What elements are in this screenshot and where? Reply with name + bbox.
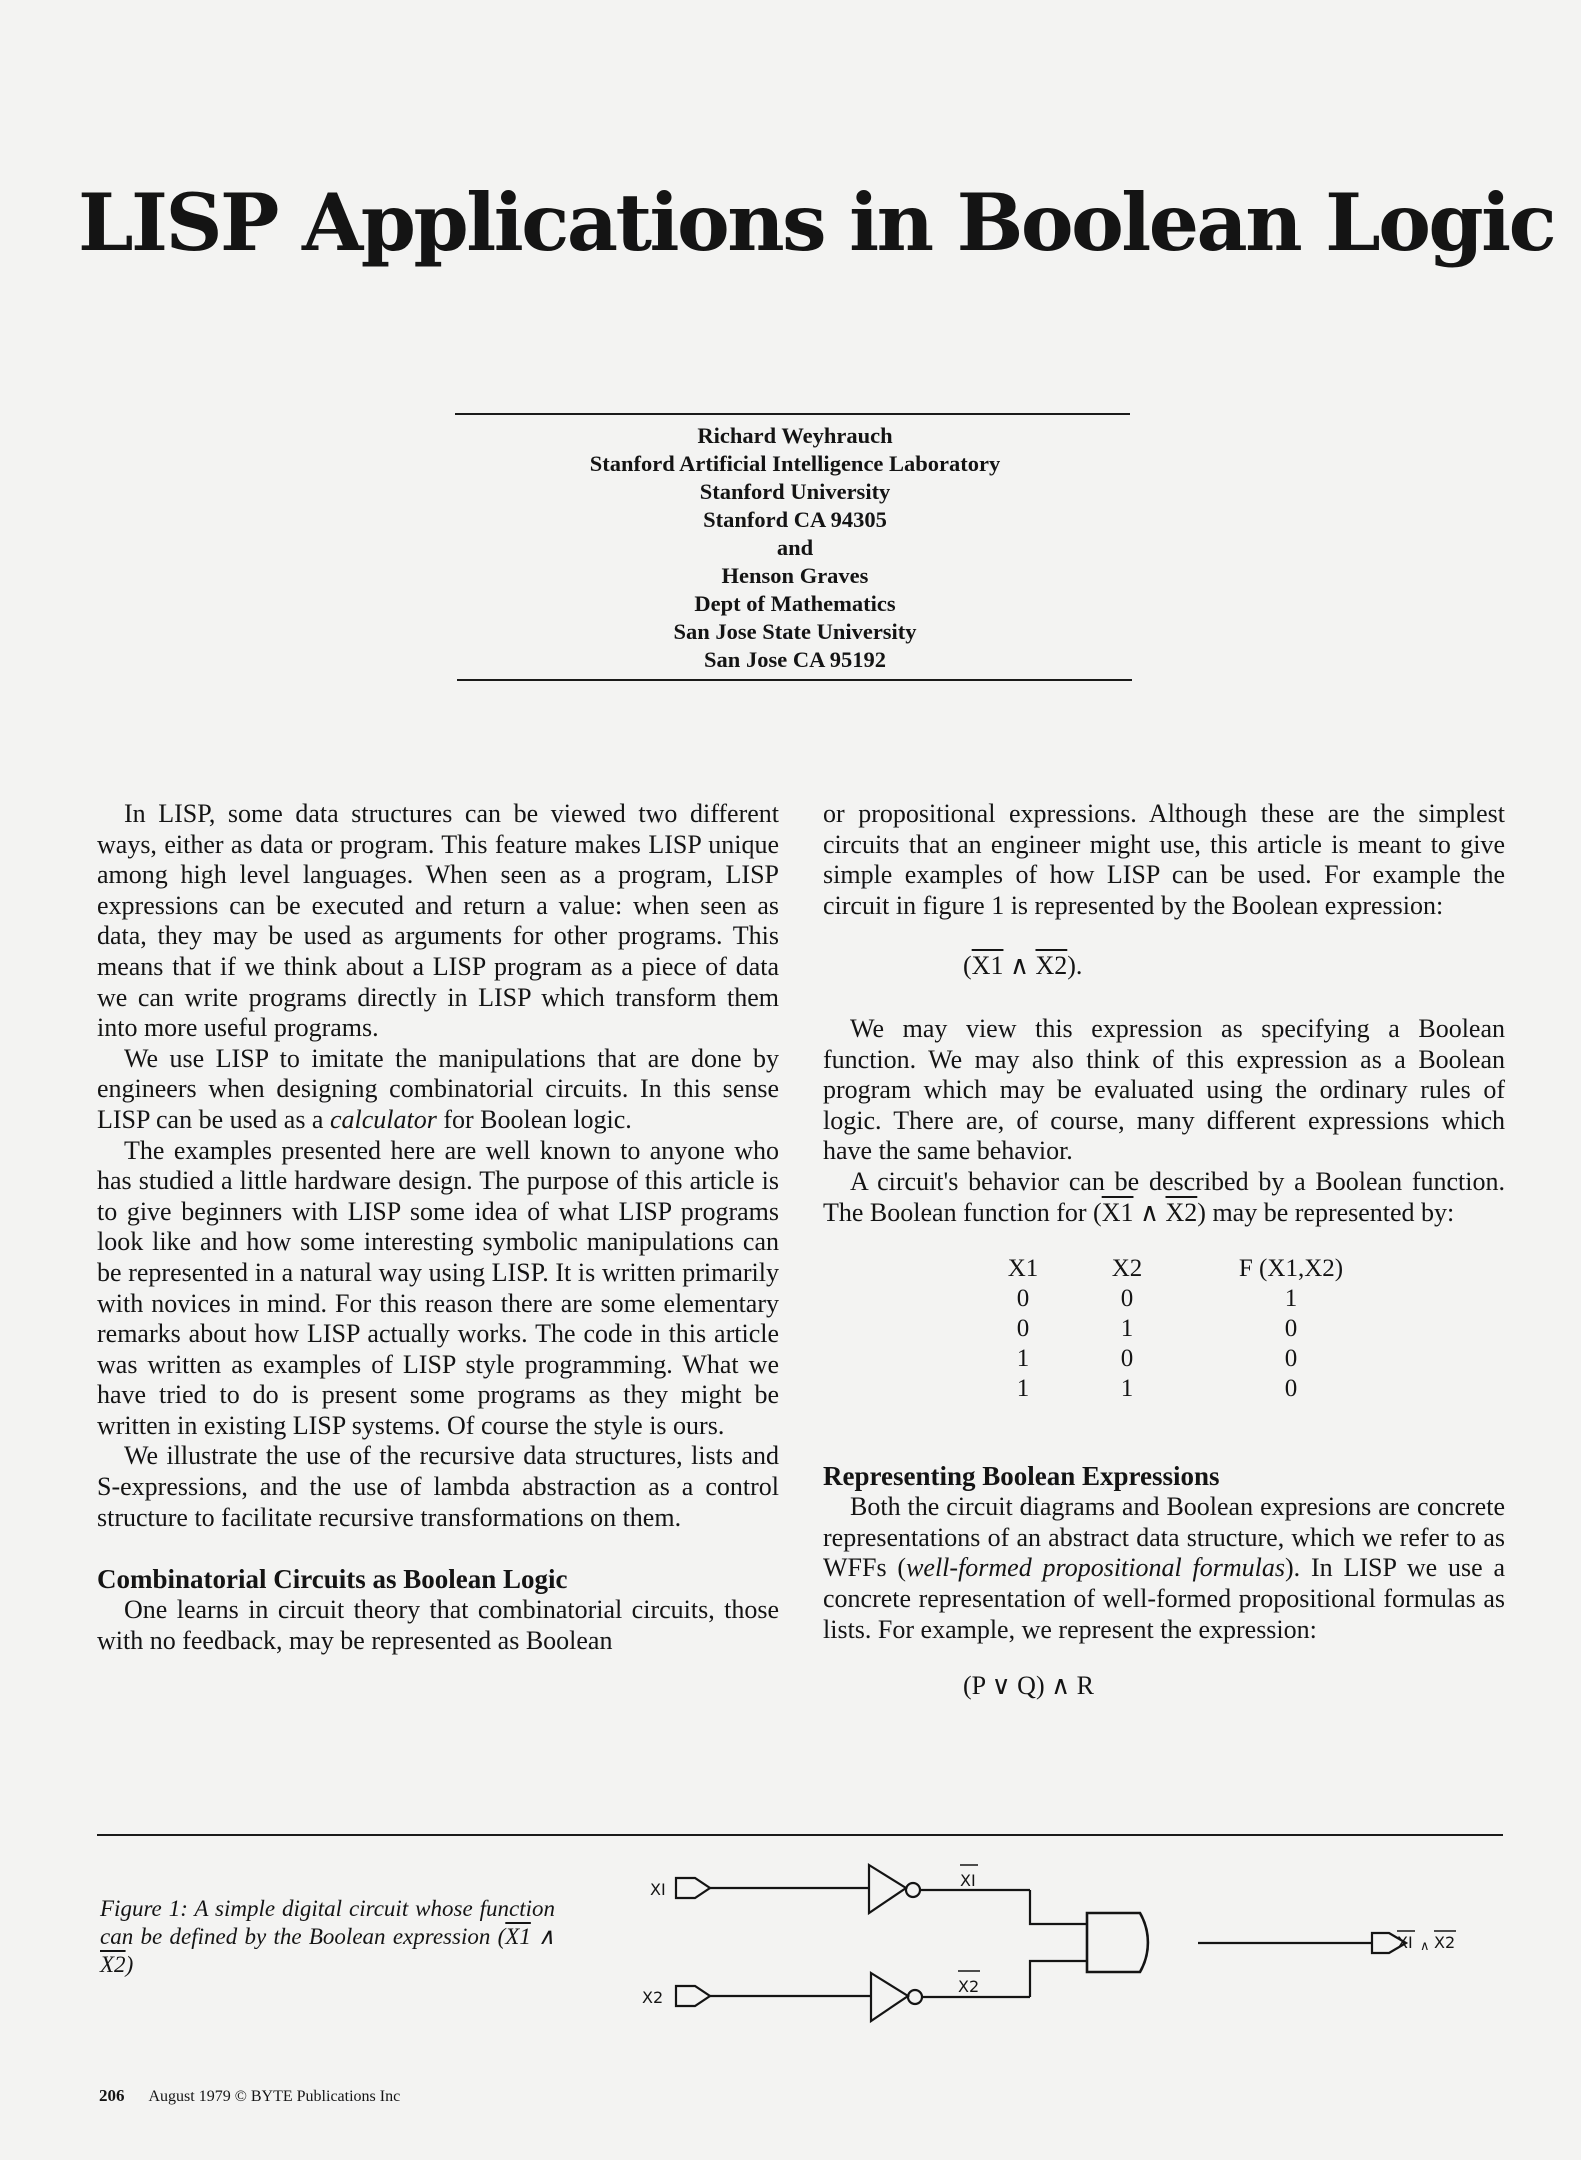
- input-label-x2: X2: [642, 1988, 664, 2007]
- left-column: [97, 799, 779, 1656]
- paragraph: A circuit's behavior can be described by a Boolean function. The Boolean function for (X1 ∧ X2) may be represented by:: [823, 1166, 1505, 1227]
- paragraph: One learns in circuit theory that combinatorial circuits, those with no feedback, may be represented as Boolean: [97, 1595, 779, 1655]
- paragraph: or propositional expressions. Although these are the simplest circuits that an engineer might use, this article is meant to give simple examples of how LISP can be used. For example the circuit in figure 1 is represented by the Boolean expression:: [823, 799, 1505, 920]
- paragraph: Both the circuit diagrams and Boolean expresions are concrete representations of an abstract data structure, which we refer to as WFFs (well-formed propositional formulas). In LISP we use a concrete representation of well-formed propositional formulas as lists. For example, we represent the expression:: [823, 1492, 1505, 1644]
- emphasis: well-formed propositional formulas: [906, 1553, 1286, 1583]
- output-label-x1: XI: [1397, 1933, 1413, 1952]
- circuit-diagram: [620, 1840, 1520, 2040]
- not-output-label-x1: XI: [960, 1871, 976, 1890]
- input-label-x1: XI: [650, 1880, 666, 1899]
- paragraph: The examples presented here are well known to anyone who has studied a little hardware design. The purpose of this article is to give beginners with LISP some idea of what LISP programs look like and how some interesting symbolic manipulations can be represented in a natural way using LISP. It is written primarily with novices in mind. For this reason there are some elementary remarks about how LISP actually works. The code in this article was written as examples of LISP style programming. What we have tried to do is present some programs as they might be written in existing LISP systems. Of course the style is ours.: [97, 1135, 779, 1440]
- article-title: LISP Applications in Boolean Logic: [78, 176, 1555, 269]
- table-row: 0 0 1: [1016, 1285, 1298, 1313]
- output-label-and: ∧: [1420, 1939, 1430, 1954]
- output-label-group: [1395, 1920, 1495, 1960]
- table-row: 0 1 0: [1016, 1315, 1298, 1343]
- author-affiliation: San Jose State University: [673, 619, 917, 644]
- publication-credit: August 1979 © BYTE Publications Inc: [148, 2088, 401, 2105]
- section-heading: Combinatorial Circuits as Boolean Logic: [97, 1564, 568, 1595]
- section-heading: Representing Boolean Expressions: [823, 1461, 1220, 1492]
- output-label-x2: X2: [1434, 1933, 1456, 1952]
- paragraph: In LISP, some data structures can be viewed two different ways, either as data or program. This feature makes LISP unique among high level languages. When seen as a program, LISP expressions can be executed and return a value: when seen as data, they may be used as arguments for other programs. This means that if we think about a LISP program as a piece of data we can write programs directly in LISP which transform them into more useful programs.: [97, 799, 779, 1043]
- formula-not-x1-and-not-x2: (X1 ∧ X2).: [963, 951, 1083, 981]
- truth-table: [983, 1254, 1391, 1404]
- input-terminal-x1-icon: [676, 1878, 710, 1898]
- input-terminal-x2-icon: [676, 1986, 710, 2006]
- not-gate-icon: [871, 1973, 908, 2021]
- author-name: Henson Graves: [721, 563, 869, 588]
- author-affiliation: Dept of Mathematics: [694, 591, 896, 616]
- author-address: Stanford CA 94305: [703, 507, 887, 532]
- emphasis: calculator: [329, 1104, 437, 1134]
- author-affiliation: Stanford University: [699, 479, 891, 504]
- byline-top-rule: [455, 413, 1130, 415]
- table-row: 1 1 0: [1016, 1375, 1298, 1403]
- byline-bottom-rule: [457, 679, 1132, 681]
- page-footer: [99, 2086, 400, 2106]
- paragraph: We illustrate the use of the recursive data structures, lists and S-expressions, and the use of lambda abstraction as a control structure to facilitate recursive transformations on them.: [97, 1441, 779, 1532]
- byline: [455, 422, 1135, 674]
- paragraph: We use LISP to imitate the manipulations that are done by engineers when designing combinatorial circuits. In this sense LISP can be used as a calculator for Boolean logic.: [97, 1043, 779, 1134]
- paragraph: We may view this expression as specifying a Boolean function. We may also think of this expression as a Boolean program which may be evaluated using the ordinary rules of logic. There are, of course, many different expressions which have the same behavior.: [823, 1013, 1505, 1166]
- not-gate-icon: [869, 1865, 906, 1913]
- author-address: San Jose CA 95192: [704, 647, 886, 672]
- figure-top-rule: [97, 1834, 1503, 1836]
- not-output-label-x2: X2: [958, 1977, 980, 1996]
- table-row: 1 0 0: [1016, 1345, 1298, 1373]
- author-conjunction: and: [776, 535, 814, 560]
- right-column: [823, 799, 1505, 1734]
- truth-table-header: X1 X2 F (X1,X2): [1007, 1255, 1344, 1283]
- author-affiliation: Stanford Artificial Intelligence Laboratory: [589, 451, 1001, 476]
- and-gate-icon: [1087, 1913, 1148, 1972]
- figure-caption: Figure 1: A simple digital circuit whose function can be defined by the Boolean expression (X1 ∧ X2): [100, 1896, 555, 1977]
- author-name: Richard Weyhrauch: [697, 423, 893, 448]
- formula-p-or-q-and-r: (P ∨ Q) ∧ R: [963, 1671, 1094, 1701]
- page-number: 206: [99, 2086, 125, 2105]
